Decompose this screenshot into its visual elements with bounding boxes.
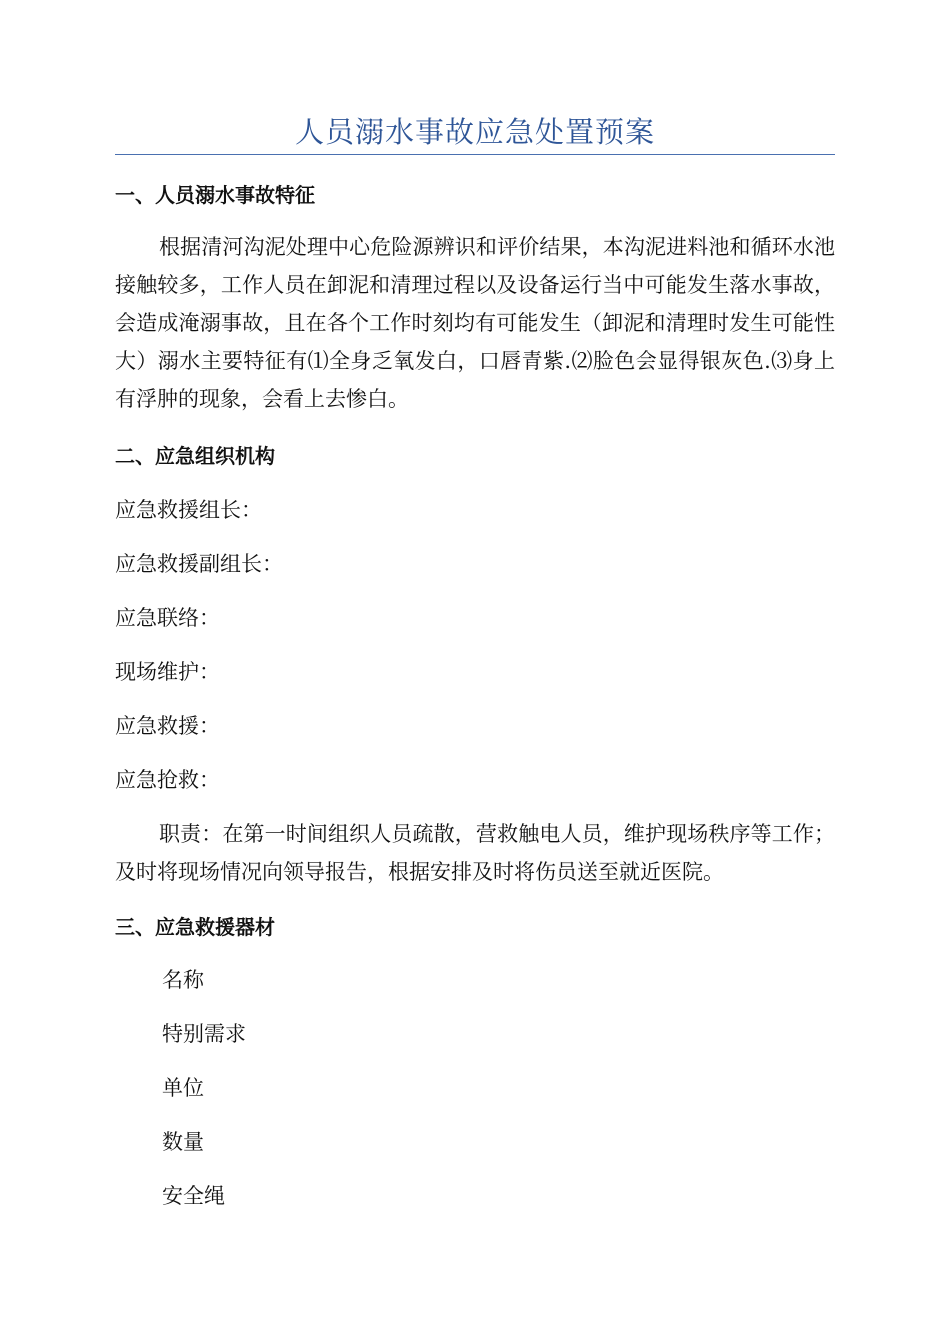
equipment-item: 单位 <box>162 1076 204 1100</box>
document-title: 人员溺水事故应急处置预案 <box>294 115 655 149</box>
equipment-item: 安全绳 <box>162 1184 225 1208</box>
title-underline <box>115 154 835 155</box>
role-leader: 应急救援组长： <box>115 498 262 522</box>
section-1-paragraph: 根据清河沟泥处理中心危险源辨识和评价结果，本沟泥进料池和循环水池接触较多，工作人员在卸泥和清理过程以及设备运行当中可能发生落水事故，会造成淹溺事故，且在各个工作时刻均有可能发生（卸泥和清理时发生可能性大）溺水主要特征有⑴全身乏氧发白，口唇青紫.⑵脸色会显得银灰色.⑶身上有浮肿的现象，会看上去惨白。 <box>115 235 835 411</box>
role-site-maintenance: 现场维护： <box>115 660 220 684</box>
section-heading-2: 二、应急组织机构 <box>115 444 275 468</box>
role-rescue: 应急救援： <box>115 714 220 738</box>
equipment-item: 特别需求 <box>162 1022 246 1046</box>
role-first-aid: 应急抢救： <box>115 768 220 792</box>
equipment-item: 数量 <box>162 1130 204 1154</box>
role-liaison: 应急联络： <box>115 606 220 630</box>
section-heading-3: 三、应急救援器材 <box>115 915 275 939</box>
role-deputy-leader: 应急救援副组长： <box>115 552 283 576</box>
equipment-item: 名称 <box>162 968 204 992</box>
section-heading-1: 一、人员溺水事故特征 <box>115 183 315 207</box>
section-2-duties-paragraph: 职责：在第一时间组织人员疏散，营救触电人员，维护现场秩序等工作；及时将现场情况向领导报告，根据安排及时将伤员送至就近医院。 <box>115 822 835 884</box>
